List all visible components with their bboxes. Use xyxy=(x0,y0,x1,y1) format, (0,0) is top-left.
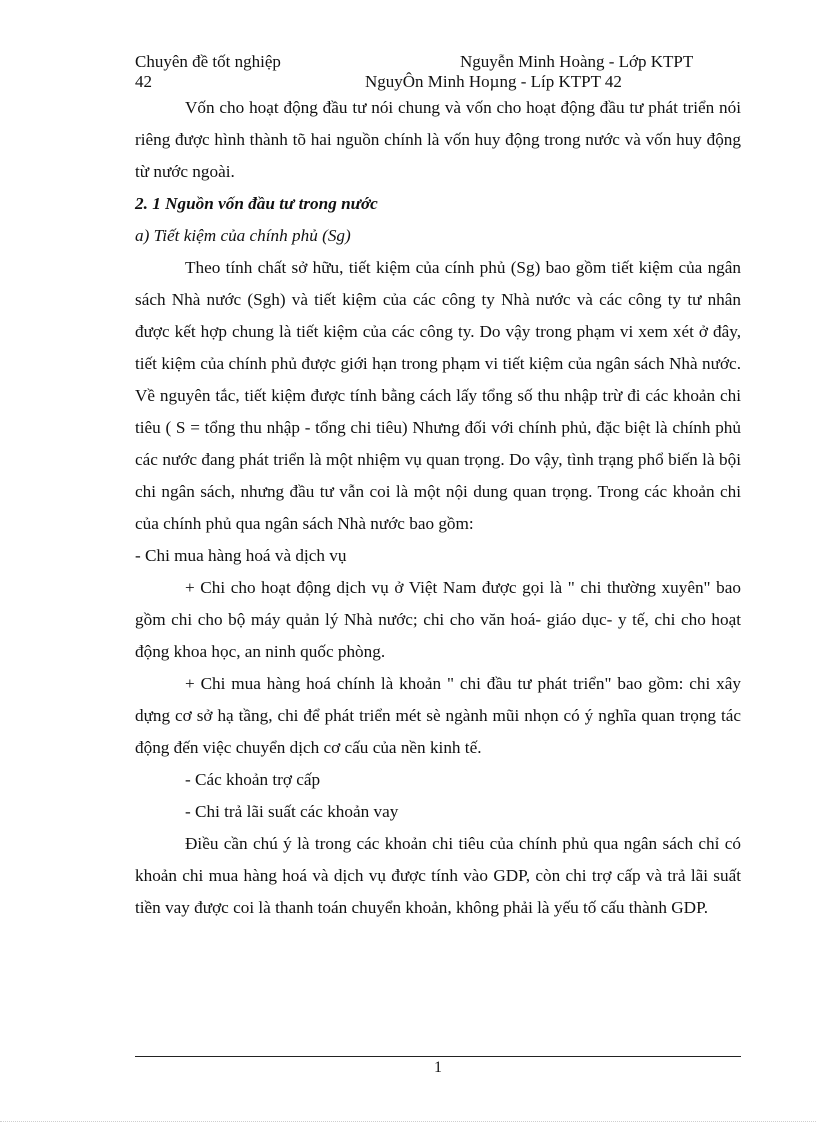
paragraph-government-savings: Theo tính chất sở hữu, tiết kiệm của cính phủ (Sg) bao gồm tiết kiệm của ngân sách Nhà nước (Sgh) và tiết kiệm của các công ty Nhà nước và các công ty tư nhân được kết hợp chung là tiết kiệm của các công ty. Do vậy trong phạm vi xem xét ở đây, tiết kiệm của chính phủ được giới hạn trong phạm vi tiết kiệm của ngân sách Nhà nước. Về nguyên tắc, tiết kiệm được tính bằng cách lấy tổng số thu nhập trừ đi các khoản chi tiêu ( S = tổng thu nhập - tổng chi tiêu) Nhưng đối với chính phủ, đặc biệt là chính phủ các nước đang phát triển là một nhiệm vụ quan trọng. Do vậy, tình trạng phổ biến là bội chi ngân sách, nhưng đầu tư vẫn coi là một nội dung quan trọng. Trong các khoản chi của chính phủ qua ngân sách Nhà nước bao gồm: xyxy=(135,258,741,533)
header-left: Chuyên đề tốt nghiệp xyxy=(135,52,281,71)
footer-divider xyxy=(135,1056,741,1057)
page-bottom-edge xyxy=(0,1121,816,1122)
list-item-goods-services: - Chi mua hàng hoá và dịch vụ xyxy=(135,546,347,565)
paragraph-development-spending: + Chi mua hàng hoá chính là khoản " chi đầu tư phát triển" bao gồm: chi xây dựng cơ sở hạ tầng, chi để phát triển mét sè ngành mũi nhọn có ý nghĩa quan trọng tác động đến việc chuyển dịch cơ cấu của nền kinh tế. xyxy=(135,674,741,757)
header-line2-center: NguyÔn Minh Hoµng - Líp KTPT 42 xyxy=(365,72,622,91)
list-item-interest: - Chi trả lãi suất các khoản vay xyxy=(185,802,399,821)
header-right: Nguyễn Minh Hoàng - Lớp KTPT xyxy=(460,52,694,71)
paragraph-recurrent-spending: + Chi cho hoạt động dịch vụ ở Việt Nam được gọi là " chi thường xuyên" bao gồm chi cho bộ máy quản lý Nhà nước; chi cho văn hoá- giáo dục- y tế, chi cho hoạt động khoa học, an ninh quốc phòng. xyxy=(135,578,741,661)
subsection-heading: a) Tiết kiệm của chính phủ (Sg) xyxy=(135,226,351,245)
paragraph-intro: Vốn cho hoạt động đầu tư nói chung và vốn cho hoạt động đầu tư phát triển nói riêng được hình thành tõ hai nguồn chính là vốn huy động trong nước và vốn huy động từ nước ngoài. xyxy=(135,98,741,181)
header-line2-left: 42 xyxy=(135,72,152,91)
section-heading: 2. 1 Nguồn vốn đầu tư trong nước xyxy=(135,194,378,213)
document-body xyxy=(135,92,741,924)
page-number: 1 xyxy=(434,1059,442,1076)
list-item-subsidies: - Các khoản trợ cấp xyxy=(185,770,321,789)
paragraph-gdp-note: Điều cần chú ý là trong các khoản chi tiêu của chính phủ qua ngân sách chỉ có khoản chi mua hàng hoá và dịch vụ được tính vào GDP, còn chi trợ cấp và trả lãi suất tiền vay được coi là thanh toán chuyển khoản, không phải là yếu tố cấu thành GDP. xyxy=(135,834,741,917)
